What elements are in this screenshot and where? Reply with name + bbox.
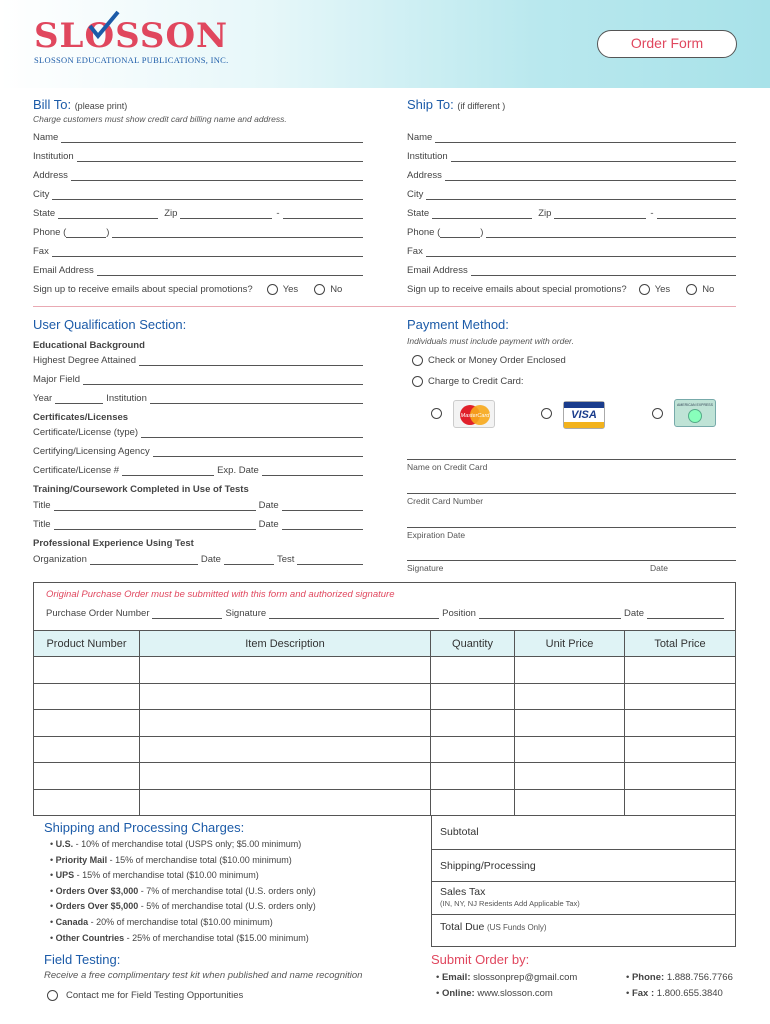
- field-testing-note: Receive a free complimentary test kit when published and name recognition: [44, 970, 363, 981]
- card-number-label: Credit Card Number: [407, 496, 484, 506]
- section-divider: [33, 306, 736, 307]
- mastercard-radio[interactable]: [431, 408, 442, 419]
- table-cell[interactable]: [140, 736, 431, 763]
- submit-fax: • Fax : 1.800.655.3840: [626, 988, 723, 999]
- ship-phone-field[interactable]: Phone ( ): [407, 226, 736, 238]
- po-note: Original Purchase Order must be submitted with this form and authorized signature: [46, 589, 395, 600]
- payment-title: Payment Method:: [407, 317, 509, 332]
- expiration-line[interactable]: [407, 527, 736, 528]
- table-cell[interactable]: [140, 710, 431, 737]
- bill-promo-yes[interactable]: Yes: [267, 284, 299, 295]
- table-cell[interactable]: [34, 657, 140, 684]
- table-cell[interactable]: [34, 789, 140, 816]
- table-cell[interactable]: [625, 683, 736, 710]
- header-unit-price: Unit Price: [515, 631, 625, 657]
- ship-city-field[interactable]: City: [407, 188, 736, 200]
- table-cell[interactable]: [140, 763, 431, 790]
- experience-label: Professional Experience Using Test: [33, 538, 194, 549]
- sales-tax-row[interactable]: Sales Tax (IN, NY, NJ Residents Add Applicable Tax): [432, 882, 735, 915]
- bill-address-field[interactable]: Address: [33, 169, 363, 181]
- agency-field[interactable]: Certifying/Licensing Agency: [33, 445, 363, 457]
- bill-fax-field[interactable]: Fax: [33, 245, 363, 257]
- po-fields[interactable]: Purchase Order Number Signature Position Date: [46, 607, 724, 619]
- signature-line[interactable]: [407, 560, 736, 561]
- order-form-title: Order Form: [597, 30, 737, 58]
- radio-icon: [686, 284, 697, 295]
- table-cell[interactable]: [431, 789, 515, 816]
- table-cell[interactable]: [140, 789, 431, 816]
- table-cell[interactable]: [431, 763, 515, 790]
- certs-label: Certificates/Licenses: [33, 412, 129, 423]
- amex-radio[interactable]: [652, 408, 663, 419]
- header-quantity: Quantity: [431, 631, 515, 657]
- bill-name-field[interactable]: Name: [33, 131, 363, 143]
- logo-subtitle: SLOSSON EDUCATIONAL PUBLICATIONS, INC.: [34, 55, 229, 65]
- ship-address-field[interactable]: Address: [407, 169, 736, 181]
- table-row: [34, 763, 736, 790]
- table-row: [34, 710, 736, 737]
- ship-promo-yes[interactable]: Yes: [639, 284, 671, 295]
- logo: SLOSSON: [34, 16, 229, 56]
- radio-icon: [639, 284, 650, 295]
- total-due-row[interactable]: Total Due (US Funds Only): [440, 921, 547, 933]
- payment-note: Individuals must include payment with order.: [407, 336, 574, 346]
- table-row: [34, 683, 736, 710]
- experience-field[interactable]: Organization Date Test: [33, 553, 363, 565]
- submit-title: Submit Order by:: [431, 952, 530, 967]
- radio-icon: [314, 284, 325, 295]
- table-cell[interactable]: [431, 710, 515, 737]
- logo-check-icon: [86, 10, 122, 40]
- bill-promo-no[interactable]: No: [314, 284, 342, 295]
- table-cell[interactable]: [625, 789, 736, 816]
- table-cell[interactable]: [515, 683, 625, 710]
- table-cell[interactable]: [431, 657, 515, 684]
- shipping-item: • Priority Mail - 15% of merchandise total ($10.00 minimum): [50, 853, 316, 869]
- shipping-item: • UPS - 15% of merchandise total ($10.00 minimum): [50, 868, 316, 884]
- card-number-line[interactable]: [407, 493, 736, 494]
- table-cell[interactable]: [625, 763, 736, 790]
- edu-bg-label: Educational Background: [33, 340, 145, 351]
- header-total-price: Total Price: [625, 631, 736, 657]
- bill-to-title: Bill To: (please print): [33, 97, 128, 112]
- shipping-item: • U.S. - 10% of merchandise total (USPS only; $5.00 minimum): [50, 837, 316, 853]
- radio-icon: [47, 990, 58, 1001]
- ship-fax-field[interactable]: Fax: [407, 245, 736, 257]
- table-cell[interactable]: [431, 736, 515, 763]
- shipping-item: • Orders Over $5,000 - 5% of merchandise total (U.S. orders only): [50, 899, 316, 915]
- ship-promo-no[interactable]: No: [686, 284, 714, 295]
- radio-icon: [412, 376, 423, 387]
- qualification-title: User Qualification Section:: [33, 317, 187, 332]
- subtotal-row[interactable]: Subtotal: [432, 816, 735, 850]
- field-testing-contact[interactable]: Contact me for Field Testing Opportunities: [47, 989, 243, 1001]
- name-on-card-line[interactable]: [407, 459, 736, 460]
- bill-promo-question: Sign up to receive emails about special promotions? Yes No: [33, 284, 343, 295]
- submit-phone: • Phone: 1.888.756.7766: [626, 972, 733, 983]
- table-cell[interactable]: [515, 736, 625, 763]
- name-on-card-label: Name on Credit Card: [407, 462, 488, 472]
- radio-icon: [267, 284, 278, 295]
- table-cell[interactable]: [515, 710, 625, 737]
- header-product-number: Product Number: [34, 631, 140, 657]
- table-row: [34, 789, 736, 816]
- training-label: Training/Coursework Completed in Use of Tests: [33, 484, 249, 495]
- mastercard-icon: [453, 400, 495, 428]
- mastercard-text: MasterCard: [460, 413, 490, 419]
- table-cell[interactable]: [515, 763, 625, 790]
- bill-phone-field[interactable]: Phone ( ): [33, 226, 363, 238]
- table-row: [34, 657, 736, 684]
- year-institution-field[interactable]: Year Institution: [33, 392, 363, 404]
- table-cell[interactable]: [34, 710, 140, 737]
- ship-state-zip-field[interactable]: State Zip -: [407, 207, 736, 219]
- ship-name-field[interactable]: Name: [407, 131, 736, 143]
- shipping-row[interactable]: Shipping/Processing: [432, 850, 735, 882]
- submit-online: • Online: www.slosson.com: [436, 988, 553, 999]
- ship-institution-field[interactable]: Institution: [407, 150, 736, 162]
- training-title-2[interactable]: Title Date: [33, 518, 363, 530]
- shipping-list: [50, 837, 316, 946]
- shipping-item: • Orders Over $3,000 - 7% of merchandise total (U.S. orders only): [50, 884, 316, 900]
- totals-box: [431, 815, 736, 947]
- ship-promo-question: Sign up to receive emails about special promotions? Yes No: [407, 284, 715, 295]
- submit-email: • Email: slossonprep@gmail.com: [436, 972, 578, 983]
- signature-date-label: Date: [650, 563, 668, 573]
- visa-icon: VISA: [563, 401, 605, 429]
- cert-type-field[interactable]: Certificate/License (type): [33, 426, 363, 438]
- credit-option[interactable]: Charge to Credit Card:: [412, 375, 524, 387]
- radio-icon: [412, 355, 423, 366]
- shipping-item: • Canada - 20% of merchandise total ($10.00 minimum): [50, 915, 316, 931]
- items-table: [33, 630, 736, 816]
- table-cell[interactable]: [515, 657, 625, 684]
- ship-to-title: Ship To: (if different ): [407, 97, 506, 112]
- table-cell[interactable]: [431, 683, 515, 710]
- expiration-label: Expiration Date: [407, 530, 466, 540]
- bill-email-field[interactable]: Email Address: [33, 264, 363, 276]
- visa-radio[interactable]: [541, 408, 552, 419]
- bill-state-zip-field[interactable]: State Zip -: [33, 207, 363, 219]
- table-cell[interactable]: [34, 763, 140, 790]
- amex-icon: AMERICAN EXPRESS: [674, 399, 716, 427]
- table-cell[interactable]: [625, 736, 736, 763]
- major-field[interactable]: Major Field: [33, 373, 363, 385]
- table-cell[interactable]: [140, 657, 431, 684]
- bill-institution-field[interactable]: Institution: [33, 150, 363, 162]
- signature-label: Signature: [407, 563, 444, 573]
- table-cell[interactable]: [34, 736, 140, 763]
- table-cell[interactable]: [140, 683, 431, 710]
- shipping-title: Shipping and Processing Charges:: [44, 820, 245, 835]
- shipping-item: • Other Countries - 25% of merchandise total ($15.00 minimum): [50, 931, 316, 947]
- table-cell[interactable]: [625, 657, 736, 684]
- table-cell[interactable]: [625, 710, 736, 737]
- cert-number-field[interactable]: Certificate/License # Exp. Date: [33, 464, 363, 476]
- table-cell[interactable]: [34, 683, 140, 710]
- degree-field[interactable]: Highest Degree Attained: [33, 354, 363, 366]
- check-option[interactable]: Check or Money Order Enclosed: [412, 354, 566, 366]
- table-row: [34, 736, 736, 763]
- header-item-description: Item Description: [140, 631, 431, 657]
- bill-city-field[interactable]: City: [33, 188, 363, 200]
- training-title-1[interactable]: Title Date: [33, 499, 363, 511]
- table-cell[interactable]: [515, 789, 625, 816]
- field-testing-title: Field Testing:: [44, 952, 121, 967]
- bill-to-note: Charge customers must show credit card billing name and address.: [33, 114, 287, 124]
- ship-email-field[interactable]: Email Address: [407, 264, 736, 276]
